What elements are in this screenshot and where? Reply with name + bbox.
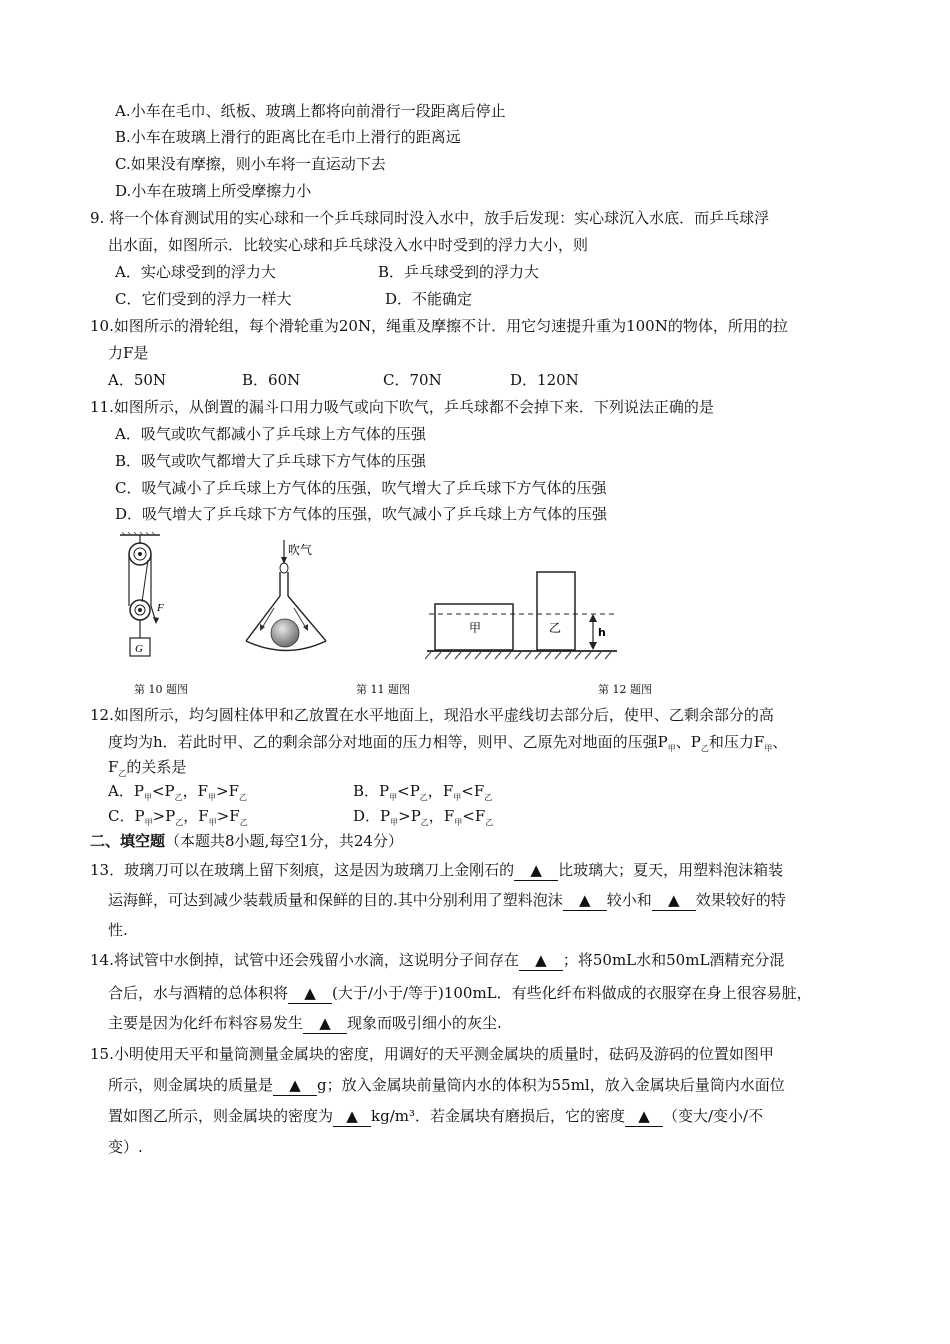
figure-10-pulley — [108, 532, 178, 662]
q9-stem-line2: 出水面，如图所示．比较实心球和乒乓球没入水中时受到的浮力大小，则 — [108, 236, 589, 254]
blank-marker: ▲ — [638, 1107, 650, 1125]
blank-marker: ▲ — [579, 891, 591, 909]
figure-11-caption: 第 11 题图 — [356, 683, 410, 696]
figure-12-label-jia: 甲 — [469, 621, 482, 635]
figure-12-caption: 第 12 题图 — [598, 683, 652, 696]
section-2-note: （本题共8小题,每空1分，共24分） — [165, 832, 403, 850]
q12-stem-line1: 12.如图所示，均匀圆柱体甲和乙放置在水平地面上，现沿水平虚线切去部分后，使甲、乙剩余部分的高 — [90, 706, 774, 724]
q15-line1: 15.小明使用天平和量筒测量金属块的密度，用调好的天平测金属块的质量时，砝码及游码的位置如图甲 — [90, 1045, 774, 1063]
figure-11-blow-label: 吹气 — [288, 543, 313, 557]
q14-line3: 主要是因为化纤布料容易发生 ▲ 现象而吸引细小的灰尘. — [108, 1014, 502, 1032]
blank-marker: ▲ — [289, 1076, 301, 1094]
q11-option-a: A．吸气或吹气都减小了乒乓球上方气体的压强 — [115, 425, 426, 443]
q15-line4: 变）. — [108, 1138, 143, 1156]
q11-option-b: B．吸气或吹气都增大了乒乓球下方气体的压强 — [115, 452, 427, 470]
q10-option-a: A．50N — [108, 371, 167, 389]
section-2-title: 二、填空题 — [90, 832, 166, 850]
q12-option-b: B．$P_甲<P_乙$，$F_甲<F_乙$ — [353, 782, 493, 802]
q12-stem-line2: 度均为h．若此时甲、乙的剩余部分对地面的压力相等，则甲、乙原先对地面的压强$P_甲$、$P_乙$和压力$F_甲$、 — [108, 733, 788, 753]
blank-marker: ▲ — [346, 1107, 358, 1125]
figure-12-label-h: h — [598, 626, 606, 639]
q12-option-c: C．$P_甲>P_乙$，$F_甲>F_乙$ — [108, 807, 248, 827]
q10-option-b: B．60N — [242, 371, 301, 389]
q12-option-d: D．$P_甲>P_乙$，$F_甲<F_乙$ — [353, 807, 494, 827]
q15-line2: 所示，则金属块的质量是 ▲ g；放入金属块前量筒内水的体积为55ml，放入金属块后量筒内水面位 — [108, 1076, 785, 1094]
q14-line2: 合后，水与酒精的总体积将 ▲ (大于/小于/等于)100mL．有些化纤布料做成的衣服穿在身上很容易脏， — [108, 984, 812, 1002]
q12-option-a: A．$P_甲<P_乙$，$F_甲>F_乙$ — [108, 782, 248, 802]
q11-stem: 11.如图所示，从倒置的漏斗口用力吸气或向下吹气，乒乓球都不会掉下来．下列说法正确的是 — [90, 398, 714, 416]
q14-line1: 14.将试管中水倒掉，试管中还会残留小水滴，这说明分子间存在 ▲ ；将50mL水和50mL酒精充分混 — [90, 951, 785, 969]
q9-option-a: A．实心球受到的浮力大 — [115, 263, 276, 281]
section-2-heading — [90, 831, 403, 851]
q10-option-d: D．120N — [510, 371, 579, 389]
q12-stem-line3: $F_乙$的关系是 — [108, 758, 187, 778]
figure-12-label-yi: 乙 — [549, 621, 562, 635]
blank-marker: ▲ — [319, 1014, 331, 1032]
q9-option-c: C．它们受到的浮力一样大 — [115, 290, 292, 308]
q8-option-a: A.小车在毛巾、纸板、玻璃上都将向前滑行一段距离后停止 — [115, 102, 506, 120]
q10-option-c: C．70N — [383, 371, 442, 389]
q11-option-d: D．吸气增大了乒乓球下方气体的压强，吹气减小了乒乓球上方气体的压强 — [115, 505, 608, 523]
q13-line1: 13．玻璃刀可以在玻璃上留下刻痕，这是因为玻璃刀上金刚石的 ▲ 比玻璃大；夏天，用塑料泡沫箱装 — [90, 861, 784, 879]
q8-option-b: B.小车在玻璃上滑行的距离比在毛巾上滑行的距离远 — [115, 128, 461, 146]
q13-line2: 运海鲜，可达到减少装载质量和保鲜的目的.其中分别利用了塑料泡沫 ▲ 较小和 ▲ 效果较好的特 — [108, 891, 786, 909]
figure-10-caption: 第 10 题图 — [134, 683, 188, 696]
blank-marker: ▲ — [304, 984, 316, 1002]
q10-stem-line1: 10.如图所示的滑轮组，每个滑轮重为20N，绳重及摩擦不计．用它匀速提升重为100N的物体，所用的拉 — [90, 317, 788, 335]
q13-line3: 性. — [108, 921, 128, 939]
q15-line3: 置如图乙所示，则金属块的密度为 ▲ kg/m³．若金属块有磨损后，它的密度 ▲ （变大/变小/不 — [108, 1107, 764, 1125]
figure-11-funnel — [238, 538, 338, 663]
blank-marker: ▲ — [530, 861, 542, 879]
q9-option-d: D．不能确定 — [385, 290, 473, 308]
figure-10-force-label: F — [157, 602, 164, 614]
q11-option-c: C．吸气减小了乒乓球上方气体的压强，吹气增大了乒乓球下方气体的压强 — [115, 479, 607, 497]
figure-10-weight-label: G — [135, 643, 143, 655]
blank-marker: ▲ — [535, 951, 547, 969]
q10-stem-line2: 力F是 — [108, 344, 149, 362]
q9-option-b: B．乒乓球受到的浮力大 — [378, 263, 540, 281]
figure-12-cylinders — [425, 566, 625, 666]
q8-option-d: D.小车在玻璃上所受摩擦力小 — [115, 182, 312, 200]
blank-marker: ▲ — [668, 891, 680, 909]
q8-option-c: C.如果没有摩擦，则小车将一直运动下去 — [115, 155, 386, 173]
q9-stem-line1: 9. 将一个体育测试用的实心球和一个乒乓球同时没入水中，放手后发现：实心球沉入水底．而乒乓球浮 — [90, 209, 770, 227]
